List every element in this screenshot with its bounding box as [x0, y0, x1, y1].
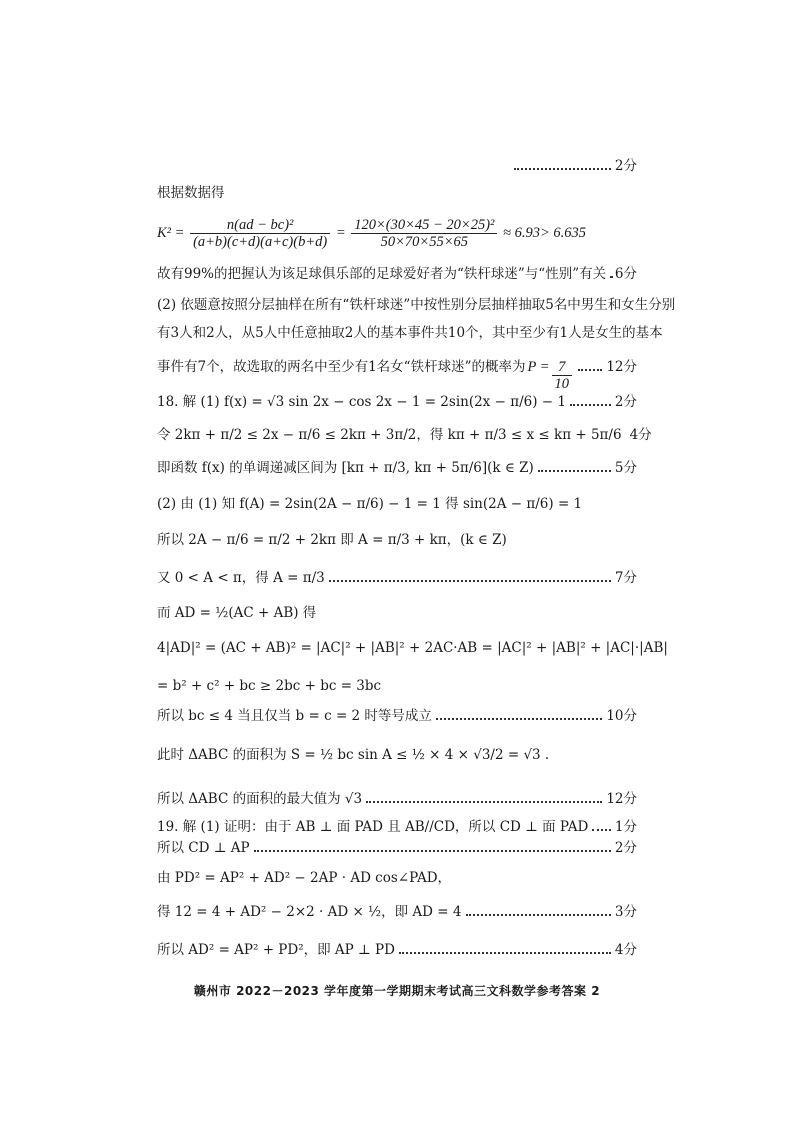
text-line: 所以 bc ≤ 4 当且仅当 b = c = 2 时等号成立 10分 [157, 708, 637, 724]
text-line: 所以 ΔABC 的面积的最大值为 √3 12分 [157, 791, 637, 807]
text-line: 由 PD² = AP² + AD² − 2AP · AD cos∠PAD， [157, 870, 452, 886]
text-line: 此时 ΔABC 的面积为 S = ½ bc sin A ≤ ½ × 4 × √3/2 = √3 . [157, 747, 550, 763]
text-line: 有3人和2人，从5人中任意抽取2人的基本事件共10个，其中至少有1人是女生的基本 [157, 325, 663, 341]
text-line: (2) 依题意按照分层抽样在所有“铁杆球迷”中按性别分层抽样抽取5名中男生和女生分别 [157, 297, 676, 313]
text-line: 根据数据得 [157, 185, 225, 201]
chi-square-formula: K² = $\frac{\text{n(ad − bc)²}}{(a+b)(c+d)(a+c)(b+d)}$ = $\frac{\text{120×(30×45 − 20×25)²}}{50\times 70\times 55\times 65}$ ≈ 6.93> 6.635 [157, 217, 587, 251]
leader-dots [514, 167, 611, 170]
text-line: 故有99%的把握认为该足球俱乐部的足球爱好者为“铁杆球迷”与“性别”有关 6分 [157, 266, 637, 282]
text-line: (2) 由 (1) 知 f(A) = 2sin(2A − π/6) − 1 = 1 得 sin(2A − π/6) = 1 [157, 496, 583, 512]
score-label: 2分 [614, 158, 637, 174]
header-score-line [510, 156, 637, 176]
text-line: 所以 CD ⊥ AP 2分 [157, 840, 637, 856]
text-line: 所以 2A − π/6 = π/2 + 2kπ 即 A = π/3 + kπ，(k ∈ Z) [157, 532, 507, 548]
text-line: 19. 解 (1) 证明：由于 AB ⊥ 面 PAD 且 AB//CD，所以 CD ⊥ 面 PAD 1分 [157, 819, 637, 835]
text-line: 又 0 < A < π，得 A = π/3 7分 [157, 570, 637, 586]
text-line: 4|AD|² = (AC + AB)² = |AC|² + |AB|² + 2AC·AB = |AC|² + |AB|² + |AC|·|AB| [157, 640, 668, 656]
text-line: 即函数 f(x) 的单调递减区间为 [kπ + π/3, kπ + 5π/6](k ∈ Z) 5分 [157, 460, 637, 476]
text-line: 令 2kπ + π/2 ≤ 2x − π/6 ≤ 2kπ + 3π/2，得 kπ + π/3 ≤ x ≤ kπ + 5π/6 4分 [157, 427, 652, 443]
page-footer: 赣州市 2022－2023 学年度第一学期期末考试高三文科数学参考答案 2 [193, 984, 601, 998]
text-line: = b² + c² + bc ≥ 2bc + bc = 3bc [157, 678, 382, 694]
text-line: 18. 解 (1) f(x) = √3 sin 2x − cos 2x − 1 = 2sin(2x − π/6) − 1 2分 [157, 394, 637, 410]
text-line: 得 12 = 4 + AD² − 2×2 · AD × ½，即 AD = 4 3分 [157, 904, 637, 920]
probability-line: 事件有7个，故选取的两名中至少有1名女“铁杆球迷”的概率为 P = $\frac{7}{10}$ 12分 [157, 359, 637, 392]
text-line: 而 AD = ½(AC + AB) 得 [157, 605, 317, 621]
text-line: 所以 AD² = AP² + PD²，即 AP ⊥ PD 4分 [157, 942, 637, 958]
